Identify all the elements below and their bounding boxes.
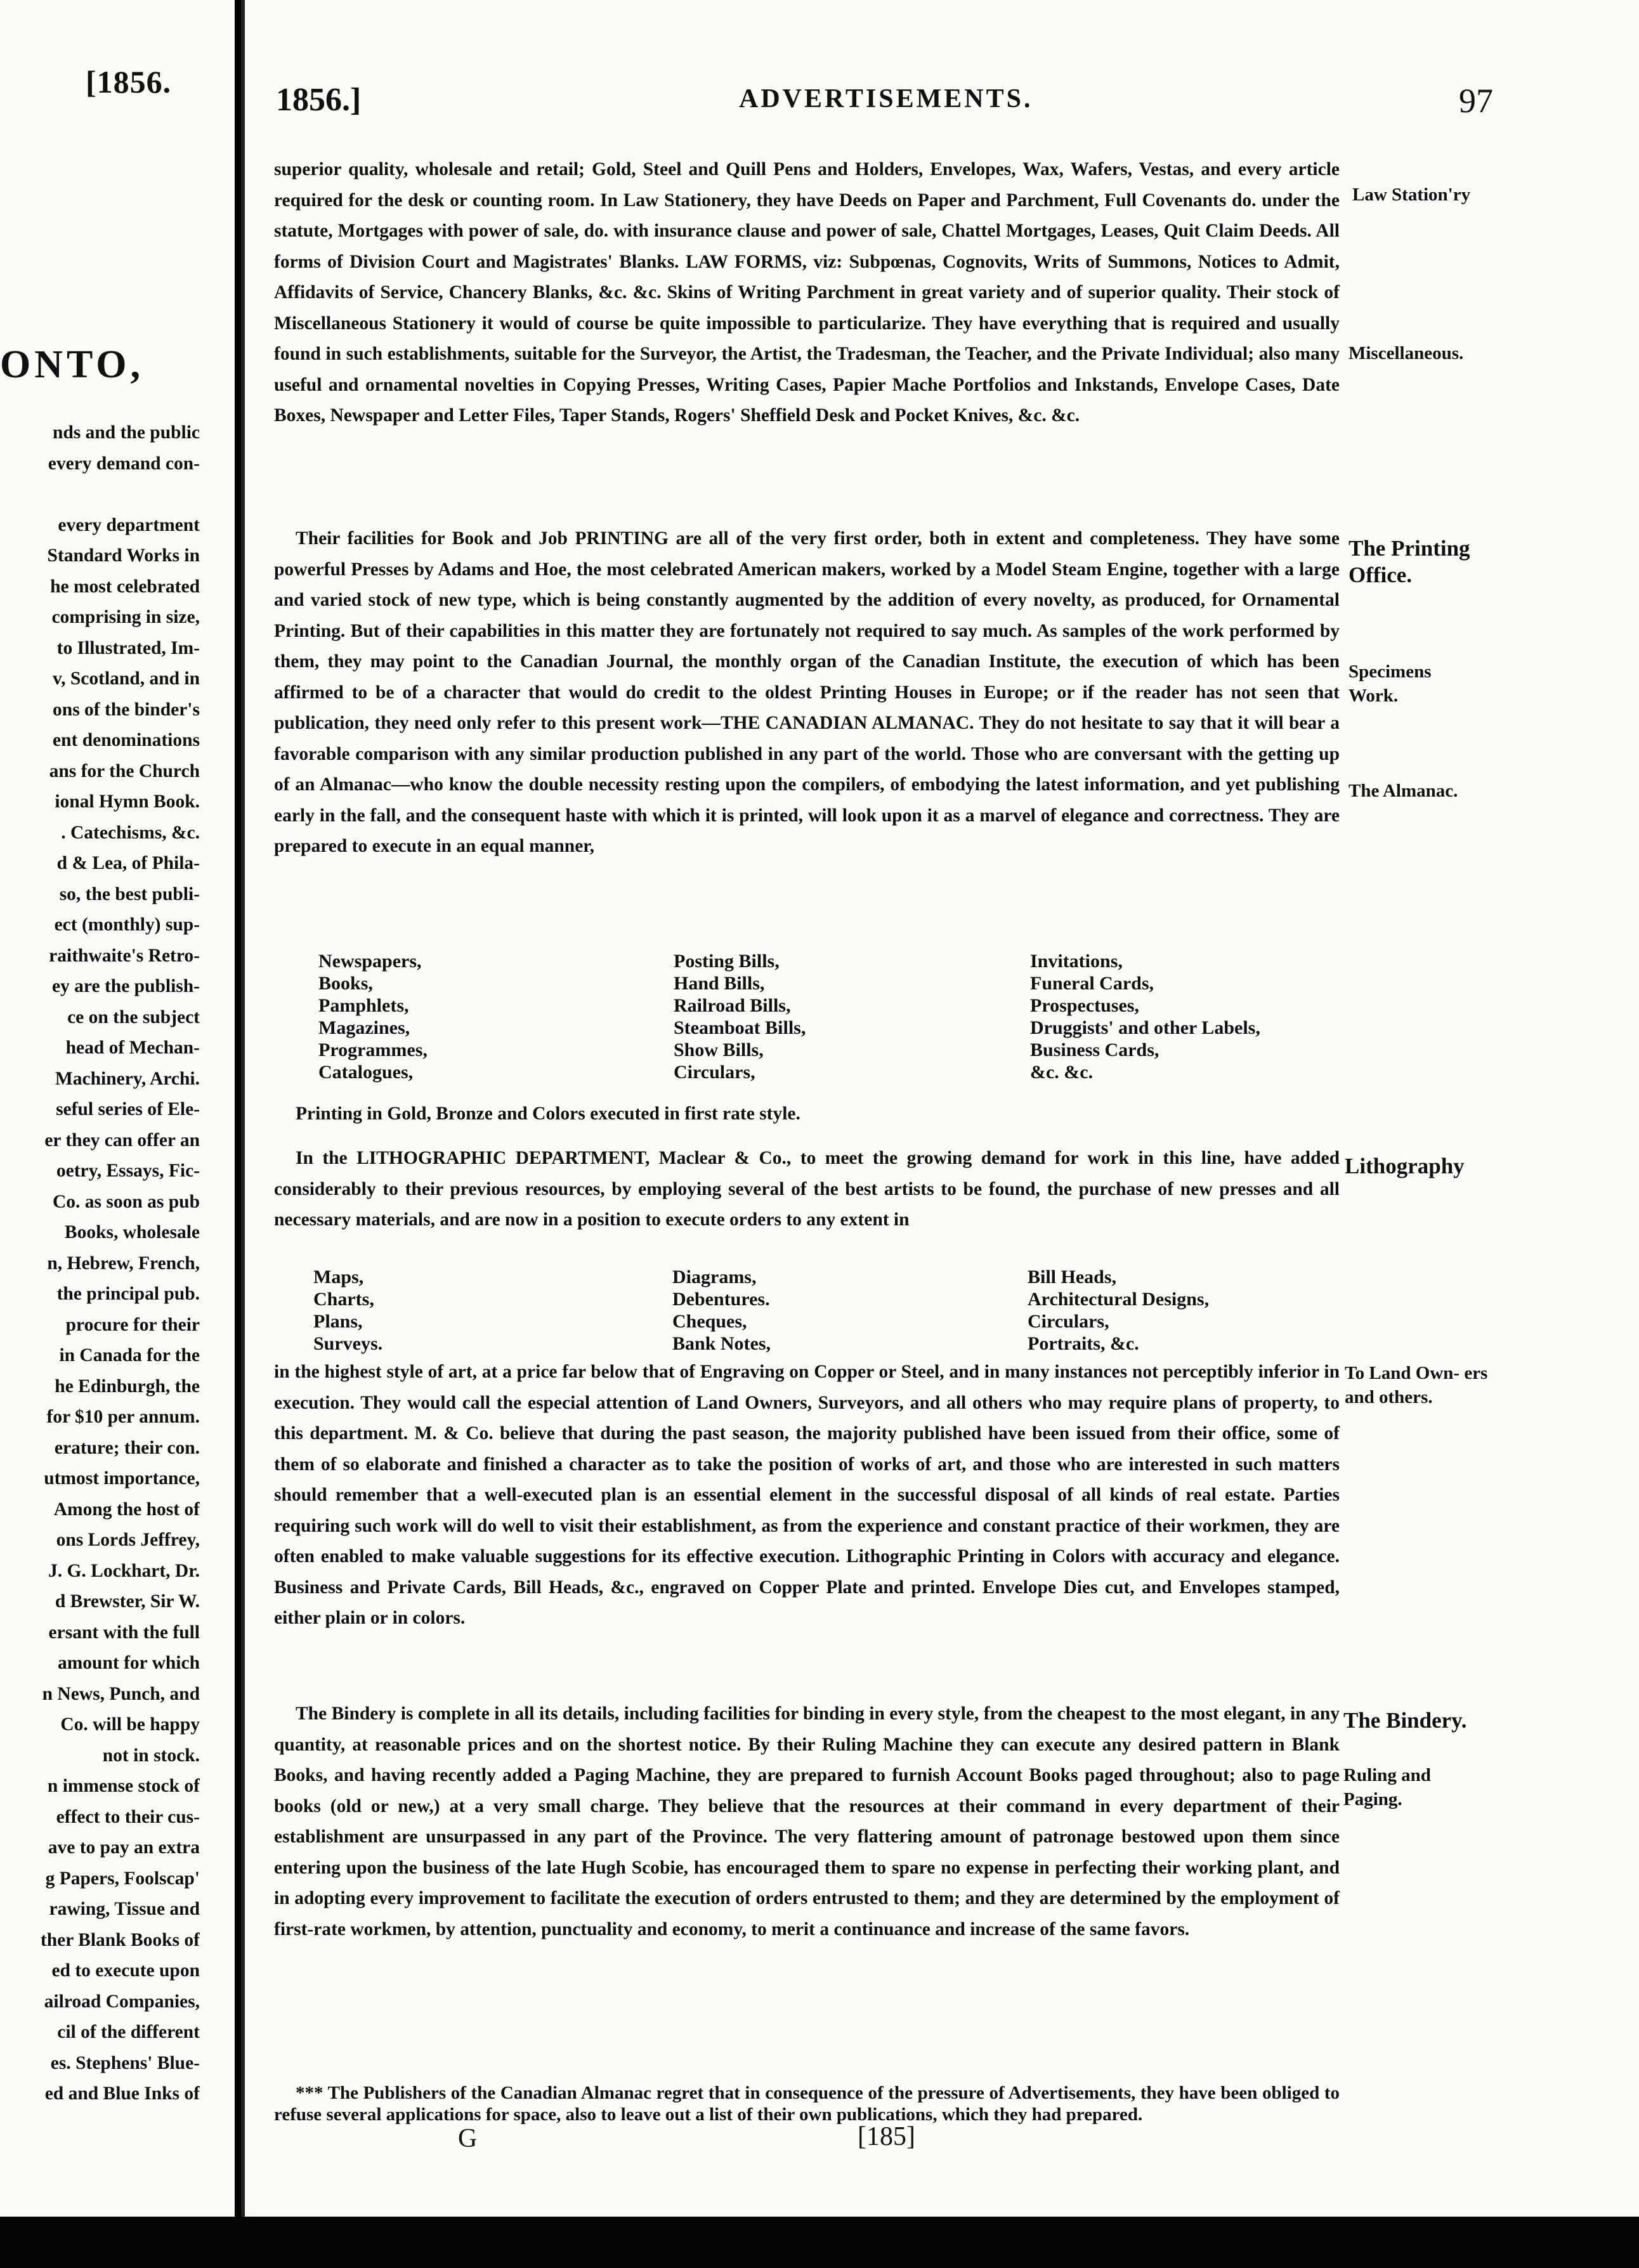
left-page-line: every department xyxy=(58,514,200,535)
page-gutter xyxy=(241,0,245,2217)
left-page-line: rawing, Tissue and xyxy=(49,1899,200,1919)
left-page-line: cil of the different xyxy=(57,2022,200,2042)
margin-note-almanac: The Almanac. xyxy=(1348,781,1458,801)
list-item: Bill Heads, xyxy=(1028,1267,1117,1287)
left-page-line: ons of the binder's xyxy=(53,699,200,720)
printing-list-col3 xyxy=(1030,950,1260,1083)
left-page-line: ey are the publish- xyxy=(51,976,200,996)
litho-text: In the LITHOGRAPHIC DEPARTMENT, Maclear & Co., to meet the growing demand for work in this line, have added considerably to their previous resources, by employing several of the best artists to be found, the purchase of new presses and all necessary materials, and are now in a position to execute orders to any extent in xyxy=(274,1148,1340,1230)
left-page-line: ther Blank Books of xyxy=(40,1929,200,1950)
litho-list-col3 xyxy=(1028,1266,1209,1355)
left-page xyxy=(0,0,235,2217)
margin-note-specimens: Specimens Work. xyxy=(1348,662,1432,706)
left-page-line: utmost importance, xyxy=(44,1468,200,1489)
bindery-paragraph xyxy=(274,1698,1340,1945)
gold-printing-line xyxy=(274,1098,1340,1130)
left-page-line: for $10 per annum. xyxy=(46,1407,200,1427)
list-item: Prospectuses, xyxy=(1030,995,1139,1016)
litho-continuation xyxy=(274,1357,1340,1634)
left-page-line: he most celebrated xyxy=(50,576,200,597)
litho-list-col2 xyxy=(672,1266,771,1355)
list-item: Books, xyxy=(318,973,373,994)
list-item: Maps, xyxy=(313,1267,364,1287)
left-page-line: ed to execute upon xyxy=(51,1960,200,1981)
stationery-paragraph xyxy=(274,154,1340,431)
left-page-line: Co. as soon as pub xyxy=(53,1191,200,1212)
printing-text: Their facilities for Book and Job PRINTING are all of the very first order, both in extent and completeness. They have some powerful Presses by Adams and Hoe, the most celebrated American makers, worked by a Model Steam Engine, together with a large and varied stock of new type, which is being constantly augmented by the addition of every novelty, as produced, for Ornamental Printing. But of their capabilities in this matter they are fortunately not required to say much. As samples of the work performed by them, they may point to the Canadian Journal, the monthly organ of the Canadian Institute, the execution of which has been affirmed to be of a character that would do credit to the oldest Printing Houses in Europe; or if the reader has not seen that publication, they need only refer to this present work—THE CANADIAN ALMANAC. They do not hesitate to say that it will bear a favorable comparison with any similar production published in any part of the world. Those who are conversant with the getting up of an Almanac—who know the double necessity resting upon the compilers, of embodying the latest information, and yet publishing early in the fall, and the consequent haste with which it is printed, will look upon it as a marvel of elegance and correctness. They are prepared to execute in an equal manner, xyxy=(274,528,1340,856)
left-page-line: ect (monthly) sup- xyxy=(54,915,200,935)
list-item: Business Cards, xyxy=(1030,1040,1159,1060)
left-page-line: ent denominations xyxy=(53,730,200,750)
margin-note-lithography: Lithography xyxy=(1345,1154,1465,1178)
list-item: Debentures. xyxy=(672,1289,770,1310)
list-item: Posting Bills, xyxy=(674,951,780,972)
left-page-line: head of Mechan- xyxy=(65,1038,200,1058)
list-item: Programmes, xyxy=(318,1040,428,1060)
left-page-line: ons Lords Jeffrey, xyxy=(56,1530,200,1550)
list-item: Bank Notes, xyxy=(672,1333,771,1354)
left-page-line: J. G. Lockhart, Dr. xyxy=(48,1560,200,1581)
left-page-line xyxy=(0,479,200,510)
left-page-line: ave to pay an extra xyxy=(48,1837,200,1858)
printing-paragraph xyxy=(274,523,1340,862)
scan-background xyxy=(0,2217,1639,2268)
left-page-line: d & Lea, of Phila- xyxy=(56,853,200,873)
left-page-line: ans for the Church xyxy=(49,760,200,781)
list-item: &c. &c. xyxy=(1030,1062,1094,1083)
printing-list-col1 xyxy=(318,950,428,1083)
list-item: Catalogues, xyxy=(318,1062,414,1083)
left-page-line: n News, Punch, and xyxy=(42,1683,200,1704)
list-item: Plans, xyxy=(313,1311,363,1332)
left-page-line: ional Hymn Book. xyxy=(55,792,200,812)
litho-list-col1 xyxy=(313,1266,382,1355)
margin-note-printing-office: The Printing Office. xyxy=(1348,536,1470,587)
left-page-line: every demand con- xyxy=(48,453,200,474)
left-page-line: comprising in size, xyxy=(51,607,200,627)
header-year: 1856.] xyxy=(276,82,362,118)
list-item: Druggists' and other Labels, xyxy=(1030,1017,1260,1038)
left-page-line: ed and Blue Inks of xyxy=(44,2083,200,2104)
left-page-line: Books, wholesale xyxy=(64,1222,200,1242)
left-page-line: g Papers, Foolscap' xyxy=(45,1868,200,1889)
left-page-line: procure for their xyxy=(65,1314,200,1335)
left-page-line: Co. will be happy xyxy=(60,1714,200,1735)
list-item: Railroad Bills, xyxy=(674,995,791,1016)
list-item: Circulars, xyxy=(674,1062,755,1083)
left-page-line: nds and the public xyxy=(52,422,200,443)
left-page-line: er they can offer an xyxy=(44,1130,200,1150)
left-page-line: effect to their cus- xyxy=(56,1806,200,1827)
list-item: Diagrams, xyxy=(672,1267,757,1287)
left-page-line: he Edinburgh, the xyxy=(55,1376,200,1397)
list-item: Surveys. xyxy=(313,1333,383,1354)
left-page-line: es. Stephens' Blue- xyxy=(50,2052,200,2073)
signature-mark: G xyxy=(458,2124,478,2153)
left-page-line: seful series of Ele- xyxy=(56,1099,200,1119)
margin-note-land-owners: To Land Own- ers and others. xyxy=(1345,1363,1488,1407)
margin-note-miscellaneous: Miscellaneous. xyxy=(1348,343,1464,363)
left-page-title-fragment: ONTO, xyxy=(0,343,144,386)
bracket-page-number: [185] xyxy=(858,2122,915,2151)
margin-note-bindery: The Bindery. xyxy=(1343,1708,1467,1733)
bindery-text: The Bindery is complete in all its details, including facilities for binding in every style, from the cheapest to the most elegant, in any quantity, at reasonable prices and on the shortest notice. By their Ruling Machine they can execute any desired pattern in Blank Books, and having recently added a Paging Machine, they are prepared to furnish Account Books paged throughout; also to page books (old or new,) at a very small charge. They believe that the resources at their command in every department of their establishment are unsurpassed in any part of the Province. The very flattering amount of patronage bestowed upon them since entering upon the business of the late Hugh Scobie, has encouraged them to spare no expense in perfecting their working plant, and in adopting every improvement to facilitate the execution of orders entrusted to them; and they are determined by the employment of first-rate workmen, by attention, punctuality and economy, to merit a continuance and increase of the same favors. xyxy=(274,1704,1340,1939)
list-item: Newspapers, xyxy=(318,951,422,972)
header-page-number: 97 xyxy=(1459,82,1493,120)
left-page-line: in Canada for the xyxy=(59,1345,200,1365)
left-page-line: oetry, Essays, Fic- xyxy=(56,1161,200,1181)
left-page-line: the principal pub. xyxy=(56,1284,200,1304)
left-page-line: ailroad Companies, xyxy=(44,1991,200,2012)
list-item: Circulars, xyxy=(1028,1311,1109,1332)
left-page-line: ersant with the full xyxy=(48,1622,200,1643)
margin-note-law-stationery: Law Station'ry xyxy=(1352,185,1471,205)
margin-note-ruling: Ruling and Paging. xyxy=(1343,1765,1431,1809)
list-item: Architectural Designs, xyxy=(1028,1289,1210,1310)
footnote: *** The Publishers of the Canadian Almanac regret that in consequence of the pressure of Advertisements, they have been obliged to refuse several applications for space, also to leave out a list of their own publications, which they had prepared. xyxy=(274,2083,1340,2125)
left-page-line: . Catechisms, &c. xyxy=(61,822,200,843)
list-item: Magazines, xyxy=(318,1017,410,1038)
left-page-line: n, Hebrew, French, xyxy=(47,1253,200,1274)
left-page-line: n immense stock of xyxy=(47,1776,200,1796)
left-page-line: raithwaite's Retro- xyxy=(49,945,200,966)
left-page-line: d Brewster, Sir W. xyxy=(55,1591,200,1612)
left-page-line: v, Scotland, and in xyxy=(53,668,200,689)
left-page-line: amount for which xyxy=(57,1653,200,1673)
gold-printing-text: Printing in Gold, Bronze and Colors executed in first rate style. xyxy=(296,1104,800,1124)
left-page-line: so, the best publi- xyxy=(59,883,200,904)
list-item: Steamboat Bills, xyxy=(674,1017,806,1038)
list-item: Invitations, xyxy=(1030,951,1123,972)
left-page-line: to Illustrated, Im- xyxy=(56,637,200,658)
list-item: Pamphlets, xyxy=(318,995,409,1016)
list-item: Portraits, &c. xyxy=(1028,1333,1139,1354)
list-item: Cheques, xyxy=(672,1311,747,1332)
list-item: Funeral Cards, xyxy=(1030,973,1154,994)
list-item: Charts, xyxy=(313,1289,374,1310)
left-page-line: Machinery, Archi. xyxy=(55,1068,200,1089)
left-page-line: not in stock. xyxy=(102,1745,200,1766)
left-page-header: [1856. xyxy=(86,64,172,100)
stationery-text: superior quality, wholesale and retail; Gold, Steel and Quill Pens and Holders, Envelopes, Wax, Wafers, Vestas, and every article required for the desk or counting room. In Law Stationery, they have Deeds on Paper and Parchment, Full Covenants do. under the statute, Mortgages with power of sale, do. with insurance clause and power of sale, Chattel Mortgages, Leases, Quit Claim Deeds. All forms of Division Court and Magistrates' Blanks. LAW FORMS, viz: Subpœnas, Cognovits, Writs of Summons, Notices to Admit, Affidavits of Service, Chancery Blanks, &c. &c. Skins of Writing Parchment in great variety and of superior quality. Their stock of Miscellaneous Stationery it would of course be quite impossible to particularize. They have everything that is required and usually found in such establishments, suitable for the Surveyor, the Artist, the Tradesman, the Teacher, and the Private Individual; also many useful and ornamental novelties in Copying Presses, Writing Cases, Papier Mache Portfolios and Inkstands, Envelope Cases, Date Boxes, Newspaper and Letter Files, Taper Stands, Rogers' Sheffield Desk and Pocket Knives, &c. &c. xyxy=(274,159,1340,426)
left-page-line: Standard Works in xyxy=(47,545,200,566)
printing-list-col2 xyxy=(674,950,806,1083)
left-page-line: erature; their con. xyxy=(54,1437,200,1458)
litho-continuation-text: in the highest style of art, at a price far below that of Engraving on Copper or Steel, and in many instances not perceptibly inferior in execution. They would call the especial attention of Land Owners, Surveyors, and all others who may require plans of property, to this department. M. & Co. believe that during the past season, the majority published have been issued from their office, some of them of so elaborate and finished a character as to take the position of works of art, and those who are interested in such matters should remember that a well-executed plan is an essential element in the successful disposal of all kinds of real estate. Parties requiring such work will do well to visit their establishment, as from the experience and constant practice of their workmen, they are often enabled to make valuable suggestions for its effective execution. Lithographic Printing in Colors with accuracy and elegance. Business and Private Cards, Bill Heads, &c., engraved on Copper Plate and printed. Envelope Dies cut, and Envelopes stamped, either plain or in colors. xyxy=(274,1362,1340,1628)
list-item: Hand Bills, xyxy=(674,973,765,994)
header-title: ADVERTISEMENTS. xyxy=(739,84,1033,114)
left-page-line: ce on the subject xyxy=(67,1007,200,1027)
left-page-text xyxy=(0,417,200,2109)
left-page-line: Among the host of xyxy=(53,1499,200,1520)
litho-paragraph xyxy=(274,1143,1340,1235)
list-item: Show Bills, xyxy=(674,1040,764,1060)
